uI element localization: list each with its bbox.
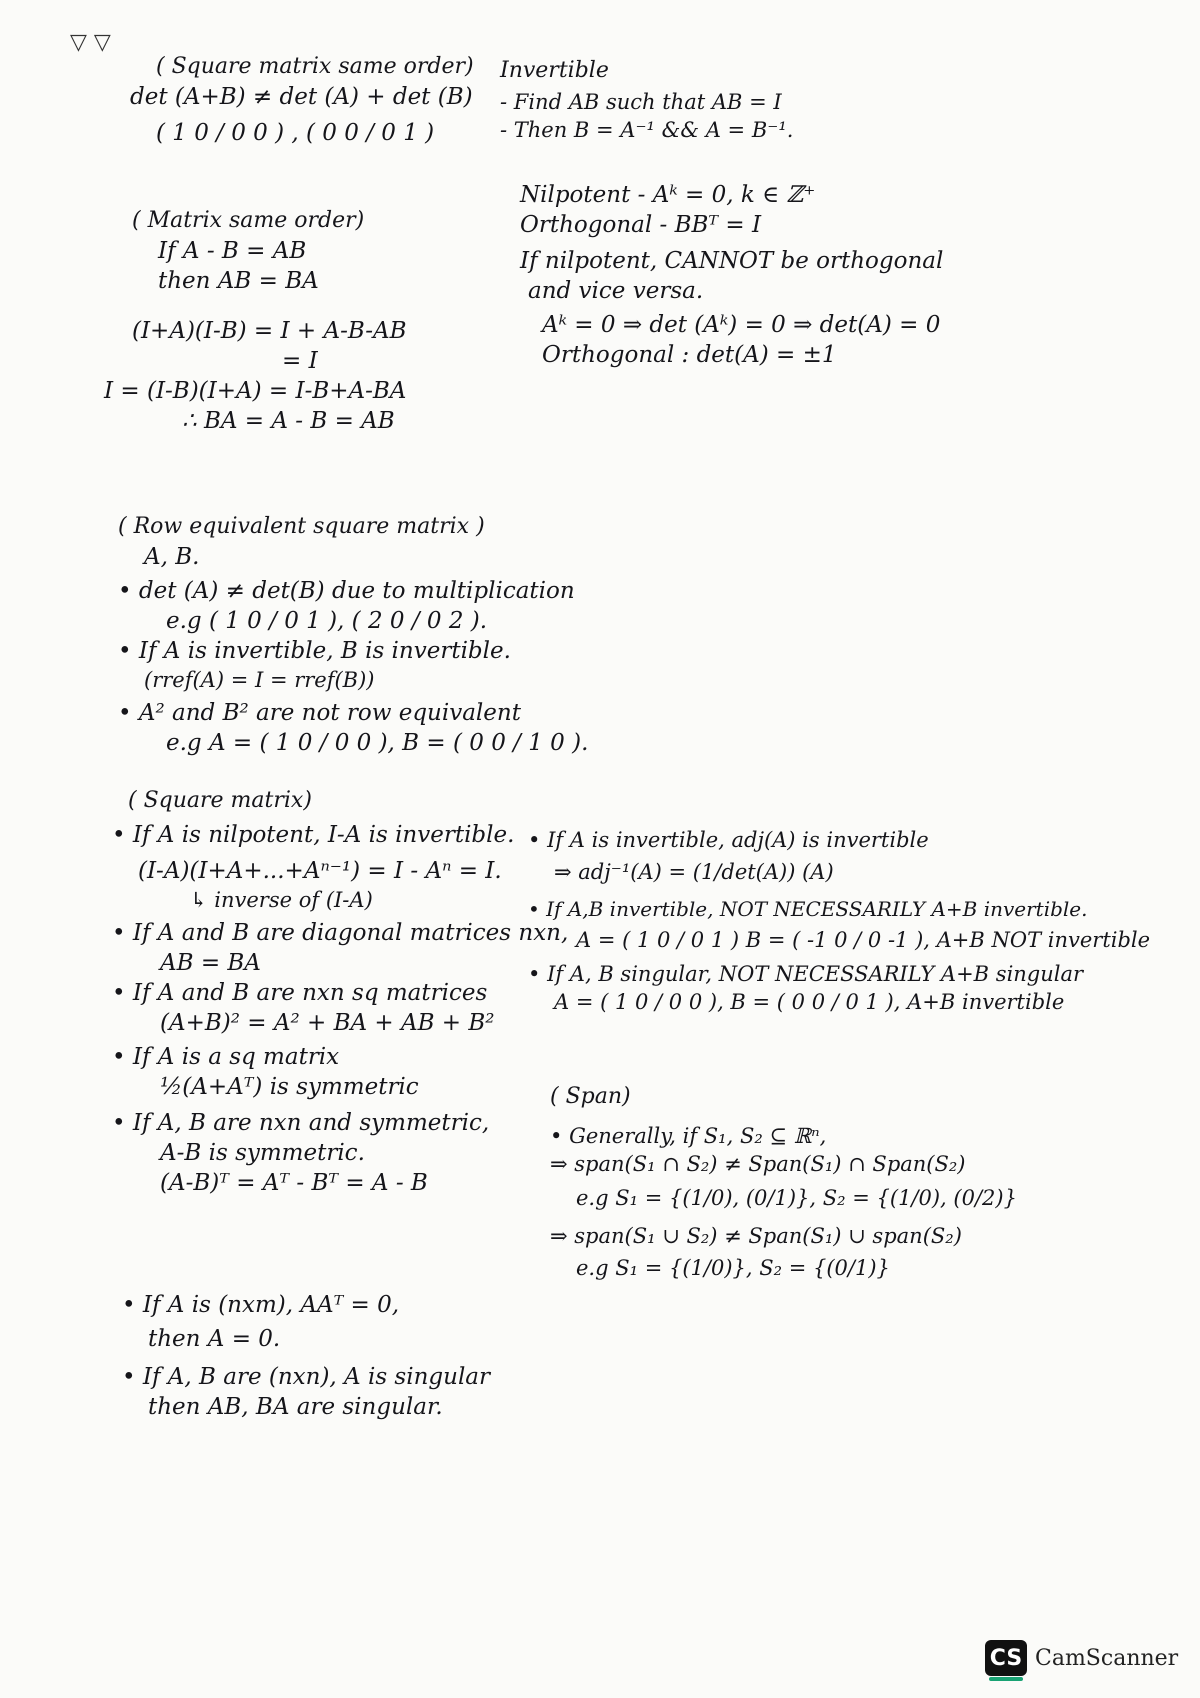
camscanner-badge-icon: CS [985, 1640, 1027, 1676]
note-line: ½(A+Aᵀ) is symmetric [160, 1074, 419, 1100]
note-line: AB = BA [160, 950, 261, 976]
left-block-determinant [130, 52, 474, 148]
note-line: (I-A)(I+A+...+Aⁿ⁻¹) = I - Aⁿ = I. [138, 858, 502, 884]
note-line: ⇒ span(S₁ ∪ S₂) ≠ Span(S₁) ∪ span(S₂) [550, 1224, 962, 1248]
note-line: (I+A)(I-B) = I + A-B-AB [132, 318, 407, 344]
note-line: If nilpotent, CANNOT be orthogonal [520, 248, 944, 274]
note-line: e.g ( 1 0 / 0 1 ), ( 2 0 / 0 2 ). [166, 608, 488, 634]
note-line: • Generally, if S₁, S₂ ⊆ ℝⁿ, [550, 1122, 1017, 1150]
note-line: ⇒ adj⁻¹(A) = (1/det(A)) (A) [554, 860, 834, 884]
note-line: • If A, B are nxn and symmetric, [112, 1108, 568, 1138]
right-block-invertible [500, 56, 793, 144]
note-line: ( Square matrix same order) [156, 54, 474, 79]
note-line: ⇒ span(S₁ ∩ S₂) ≠ Span(S₁) ∩ Span(S₂) [550, 1152, 966, 1176]
note-line: ( Row equivalent square matrix ) [118, 514, 485, 539]
note-line: ( Matrix same order) [132, 208, 365, 233]
note-line: Orthogonal : det(A) = ±1 [542, 342, 837, 368]
left-block-square-matrix [112, 786, 568, 1198]
note-line: • If A is a sq matrix [112, 1042, 568, 1072]
note-line: = I [282, 348, 318, 374]
note-line: • A² and B² are not row equivalent [118, 698, 588, 728]
camscanner-logo [985, 1640, 1178, 1676]
note-line: If A - B = AB [158, 238, 307, 264]
note-line: • det (A) ≠ det(B) due to multiplication [118, 576, 588, 606]
note-line: e.g A = ( 1 0 / 0 0 ), B = ( 0 0 / 1 0 ). [166, 730, 589, 756]
note-line: then A = 0. [148, 1326, 281, 1352]
left-block-commute [104, 206, 407, 436]
note-line: • If A, B are (nxn), A is singular [122, 1362, 490, 1392]
note-line: A, B. [144, 544, 200, 570]
note-line: Invertible [500, 58, 609, 83]
note-line: Aᵏ = 0 ⇒ det (Aᵏ) = 0 ⇒ det(A) = 0 [542, 312, 941, 338]
note-line: • If A and B are nxn sq matrices [112, 978, 568, 1008]
note-line: Nilpotent - Aᵏ = 0, k ∈ ℤ⁺ [520, 182, 816, 208]
left-block-row-equivalent [118, 512, 588, 758]
note-line: e.g S₁ = {(1/0)}, S₂ = {(0/1)} [576, 1256, 890, 1280]
note-line: (A-B)ᵀ = Aᵀ - Bᵀ = A - B [160, 1170, 428, 1196]
note-line: Orthogonal - BBᵀ = I [520, 212, 762, 238]
note-line: ( Square matrix) [128, 788, 312, 813]
note-line: • If A, B singular, NOT NECESSARILY A+B singular [528, 960, 1150, 988]
note-line: I = (I-B)(I+A) = I-B+A-BA [104, 378, 407, 404]
note-line: (A+B)² = A² + BA + AB + B² [160, 1010, 495, 1036]
note-line: • If A is invertible, adj(A) is invertible [528, 826, 1150, 854]
note-line: • If A,B invertible, NOT NECESSARILY A+B invertible. [528, 896, 1150, 922]
note-line: - Find AB such that AB = I [500, 90, 782, 114]
note-line: • If A is invertible, B is invertible. [118, 636, 588, 666]
note-line: e.g S₁ = {(1/0), (0/1)}, S₂ = {(1/0), (0/2)} [576, 1186, 1017, 1210]
note-line: ↳ inverse of (I-A) [190, 888, 373, 912]
note-line: A = ( 1 0 / 0 1 ) B = ( -1 0 / 0 -1 ), A+B NOT invertible [576, 928, 1151, 952]
note-line: ( Span) [550, 1084, 631, 1109]
right-block-nilpotent-orthogonal [520, 180, 943, 370]
note-line: A = ( 1 0 / 0 0 ), B = ( 0 0 / 0 1 ), A+B invertible [554, 990, 1065, 1014]
right-block-adjugate [528, 826, 1150, 1016]
note-line: then AB, BA are singular. [148, 1394, 443, 1420]
note-line: A-B is symmetric. [160, 1140, 365, 1166]
note-line: - Then B = A⁻¹ && A = B⁻¹. [500, 118, 794, 142]
note-line: (rref(A) = I = rref(B)) [144, 668, 375, 692]
note-line: then AB = BA [158, 268, 319, 294]
left-block-singular [122, 1290, 490, 1422]
note-line: ( 1 0 / 0 0 ) , ( 0 0 / 0 1 ) [156, 120, 435, 146]
corner-mark: ▽ ▽ [70, 30, 111, 55]
note-line: and vice versa. [528, 278, 704, 304]
note-line: • If A is (nxm), AAᵀ = 0, [122, 1290, 490, 1320]
note-line: det (A+B) ≠ det (A) + det (B) [130, 84, 473, 110]
note-line: • If A and B are diagonal matrices nxn, [112, 918, 568, 948]
note-line: ∴ BA = A - B = AB [182, 408, 395, 434]
right-block-span [550, 1082, 1017, 1282]
note-line: • If A is nilpotent, I-A is invertible. [112, 820, 568, 850]
camscanner-text: CamScanner [1035, 1645, 1179, 1671]
